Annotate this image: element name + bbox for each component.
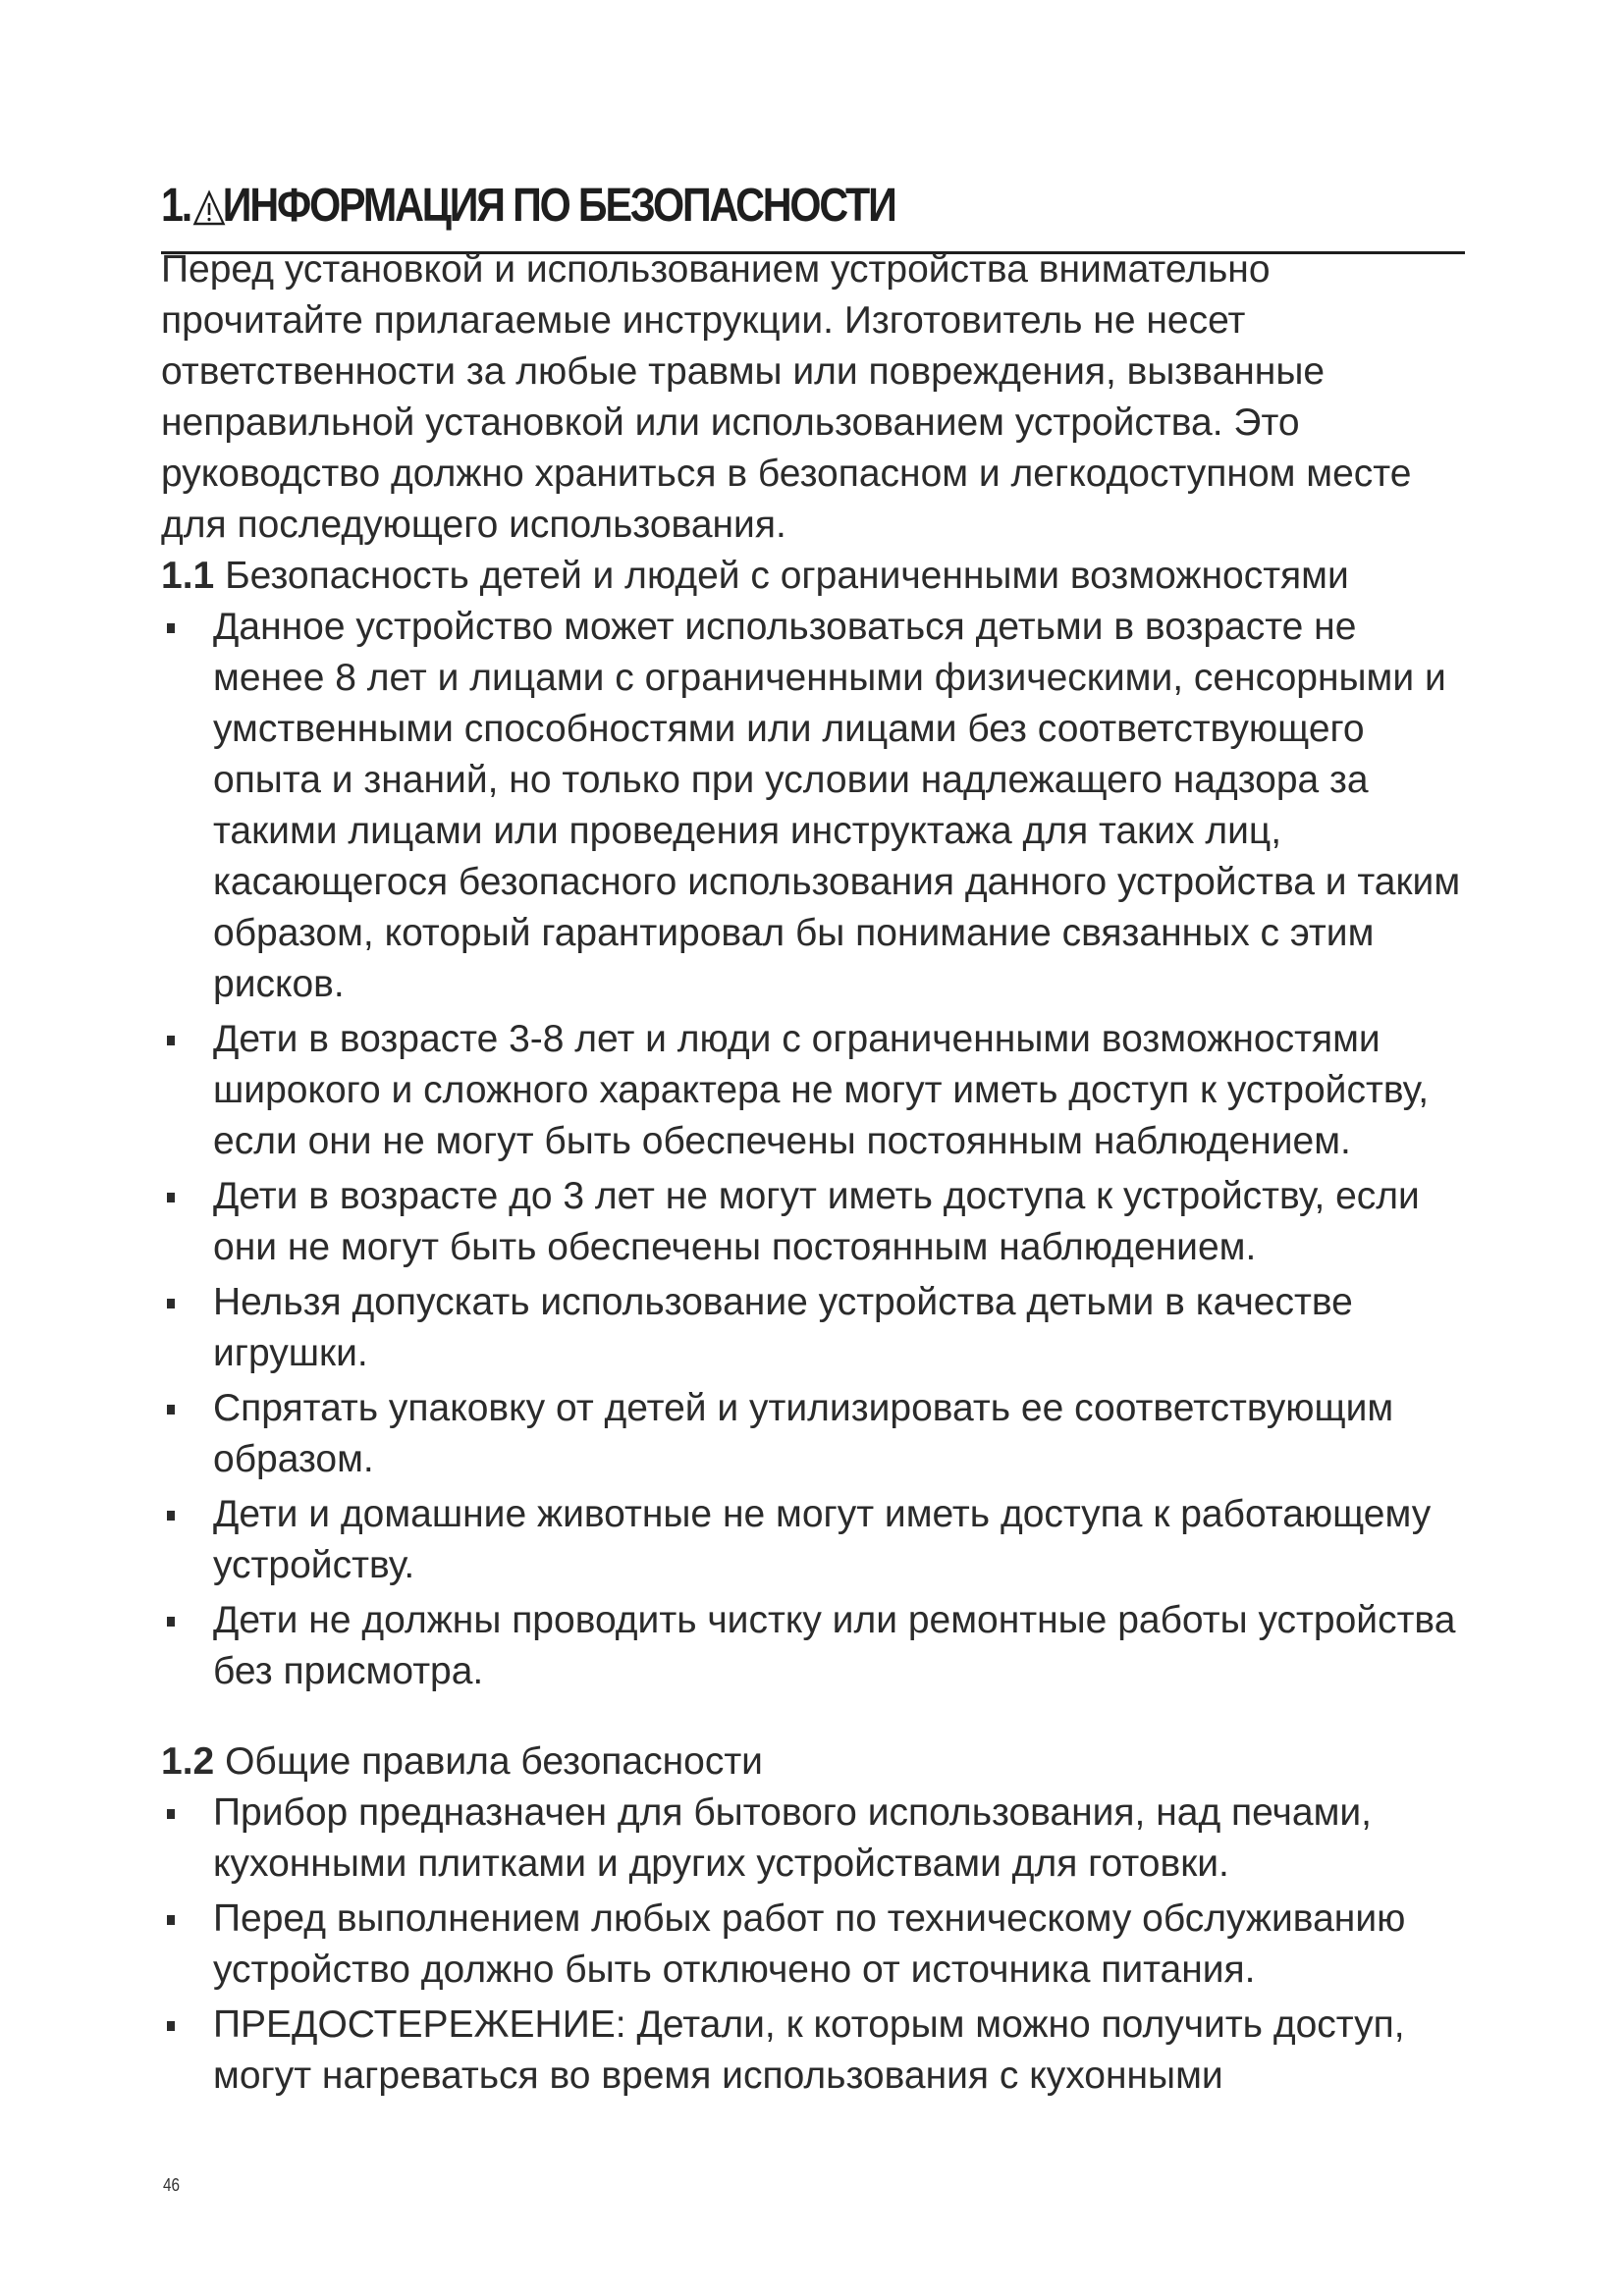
section-heading-title: ИНФОРМАЦИЯ ПО БЕЗОПАСНОСТИ [222, 180, 895, 232]
list-item-text: Дети не должны проводить чистку или ремонтные работы устройства без присмотра. [213, 1599, 1456, 1692]
bullet-icon [167, 1915, 175, 1925]
bullet-icon [167, 1036, 175, 1045]
subsection-1-1-number: 1.1 [161, 555, 215, 597]
list-item [161, 2000, 1477, 2102]
bullet-icon [167, 1193, 175, 1202]
section-heading-number: 1. [161, 180, 191, 232]
intro-paragraph: Перед установкой и использованием устройства внимательно прочитайте прилагаемые инструкции. Изготовитель не несет ответственности за любые травмы или повреждения, вызванные неправильной установкой или использованием устройства. Это руководство должно храниться в безопасном и легкодоступном месте для последующего использования. [161, 248, 1412, 546]
bullet-icon [167, 1809, 175, 1819]
page-number: 46 [163, 2175, 181, 2195]
list-item-text: Данное устройство может использоваться детьми в возрасте не менее 8 лет и лицами с ограниченными физическими, сенсорными и умственными способностями или лицами без соответствующего опыта и знаний, но только при условии надлежащего надзора за такими лицами или проведения инструктажа для таких лиц, касающегося безопасного использования данного устройства и таким образом, который гарантировал бы понимание связанных с этим рисков. [213, 606, 1461, 1005]
bullet-icon [167, 623, 175, 633]
list-item [161, 1383, 1477, 1485]
bullet-icon [167, 1511, 175, 1521]
list-item-text: Дети в возрасте до 3 лет не могут иметь доступа к устройству, если они не могут быть обеспечены постоянным наблюдением. [213, 1175, 1420, 1268]
subsection-1-1-list [161, 602, 1477, 1697]
list-item [161, 1894, 1477, 1996]
list-item [161, 1595, 1477, 1697]
section-heading [161, 180, 895, 232]
list-item [161, 1277, 1477, 1379]
list-item [161, 1014, 1477, 1167]
list-item-text: Дети в возрасте 3-8 лет и люди с ограниченными возможностями широкого и сложного характера не могут иметь доступ к устройству, если они не могут быть обеспечены постоянным наблюдением. [213, 1018, 1430, 1162]
warning-triangle-icon [192, 188, 226, 228]
list-item-text: Нельзя допускать использование устройства детьми в качестве игрушки. [213, 1281, 1353, 1374]
list-item-text: Прибор предназначен для бытового использования, над печами, кухонными плитками и других устройствами для готовки. [213, 1791, 1372, 1885]
list-item [161, 1489, 1477, 1591]
list-item-text: Спрятать упаковку от детей и утилизировать ее соответствующим образом. [213, 1387, 1394, 1480]
list-item-text: Дети и домашние животные не могут иметь доступа к работающему устройству. [213, 1493, 1432, 1586]
bullet-icon [167, 1617, 175, 1627]
list-item-text: ПРЕДОСТЕРЕЖЕНИЕ: Детали, к которым можно получить доступ, могут нагреваться во время использования с кухонными [213, 2003, 1405, 2097]
bullet-icon [167, 1405, 175, 1415]
subsection-1-2-heading [161, 1736, 1477, 1788]
subsection-1-1-title: Безопасность детей и людей с ограниченными возможностями [225, 555, 1349, 597]
subsection-1-2-list [161, 1788, 1477, 2102]
section-spacer [161, 1701, 1477, 1736]
subsection-1-1-heading [161, 551, 1477, 602]
subsection-1-2-number: 1.2 [161, 1740, 215, 1783]
list-item-text: Перед выполнением любых работ по техническому обслуживанию устройство должно быть отключено от источника питания. [213, 1897, 1406, 1991]
bullet-icon [167, 2021, 175, 2031]
list-item [161, 1788, 1477, 1890]
bullet-icon [167, 1299, 175, 1308]
list-item [161, 1171, 1477, 1273]
list-item [161, 602, 1477, 1010]
subsection-1-2-title: Общие правила безопасности [225, 1740, 763, 1783]
document-body [161, 244, 1477, 2106]
